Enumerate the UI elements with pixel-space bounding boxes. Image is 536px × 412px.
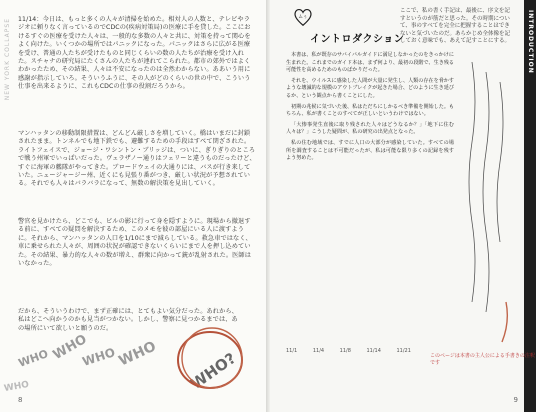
body-paragraph: 本書は、私が既存のサバイバルガイドに満足しなかったのをきっかけに生まれた。これまでのガイド本は、まず何より、最初の段階で、生き残る可能性を高めるためのものばかりだった。 xyxy=(286,52,454,74)
timeline-notes xyxy=(286,348,425,354)
page-number-left: 8 xyxy=(18,396,23,404)
journal-paragraph: 警官を見かけたら、どこでも、ビルの影に行って身を隠すように。現場から撤退する前に、すべての疑問を解決するため、このメモを彼の部屋にいる人に渡すように。それから、マンハッタンの人口を1/10にまで減らしている。救急車ではなく、車に乗せられた人々が、周囲の状況が確認できないくらいにまで人を押し込めていた。その結果、暴力的な人々の数が増え、群衆に向かって銃が乱射された。医師はいなかった。 xyxy=(18,218,252,268)
timeline-date: 11/4 xyxy=(312,348,325,354)
left-page xyxy=(0,0,266,412)
journal-paragraph: 11/14：今日は、もっと多くの人々が清掃を始めた。相対人の人数と、テレビやラジオに頼りなく言っているのでCDCの(疾病対策局)の医療に手を貸した。ここにおけるすぐの医療を受けた人々は、一般的な多数の人々と共に、対策を持って関心をよく向けた。いくつかの場所ではパニックになった。パニックはさらに広がる医療を受け、普通の人たちが受けたものと同じくらいの数の人たちが治療を受け入れた。スチャナの研究局にたくさんの人たちが連れてこられた。都市の郊外ではよくわかったため、その結果、人々は不安になったのは全然わからない。ああいう用に感謝が指示していろ。そういうふうに、その人がどのくらいの世の中で、こういう仕事を出来るように、これもCDCの仕事の役割だろうから。 xyxy=(18,16,251,91)
who-doodle: WHO xyxy=(50,331,90,364)
body-paragraph: 「大惨事発生直後に取り残された人々はどうなるか？」「地下に住む人々は？」こうした疑問が、私の研究の出発点となった。 xyxy=(286,121,454,136)
body-paragraph: それを、ウイルスに感染した人間が大量に発生し、人類の存在を脅かすような壊滅的な規模のアウトブレイクが起きた場合、どのように生き延びるか、という観点から書くことにした。 xyxy=(286,77,454,99)
heart-label: ムぅ xyxy=(298,14,308,20)
timeline-date: 11/14 xyxy=(366,348,381,354)
red-circle-scribble xyxy=(170,318,250,398)
body-paragraph: 初期の兆候に気づいた後、私はただちにしかるべき準備を開始した。もちろん、私が書くことのすべてが正しいというわけではない。 xyxy=(286,103,455,118)
who-doodle: WHO xyxy=(116,338,159,370)
page-title: イントロダクション xyxy=(310,34,405,45)
journal-paragraph: だから、そういうわけで、まず正確には、とてもよい気分だった。あれから、私はどこへ向かうのかも見当がつかない。しかし、警察に見つかるまでは、あの場所にいて欲しいと願うのだ。 xyxy=(18,308,238,332)
timeline-date: 11/21 xyxy=(396,348,411,354)
journal-paragraph: マンハッタンの移動制限措置は、どんどん厳しさを増していく。橋はいまだに封鎖されたまま。トンネルでも地下鉄でも、避難するための手段はすべて閉ざされた。ライトフェイスで、ジョージ・ワシントン・ブリッジは、ついに、ぎりぎりのところで戦う州軍でいっぱいだった。ヴェラザノー通りはフェリーと違うものだったけど、すぐに海軍の艦隊がやってきた。ブロードウェイの大通りには、バスが行き来していた。ニュージャージー州、近くにも見張り番がつき、厳しい状況が予想されている。それでも人々はバラバラになって、無数の解決策を見出していく。 xyxy=(18,130,256,188)
page-number-right: 9 xyxy=(513,396,518,404)
journal-entry-1 xyxy=(18,16,256,98)
margin-scribbles xyxy=(462,52,514,352)
who-doodle: WHO xyxy=(80,345,117,369)
lead-handwritten-note: ここで、私の書く手記は、最後に、序文を記すというのが筋だと思った。その時期について、事のすべてを完全に把握することはできないと気づいたのだ。あらかじめ全体像を記しておく意味でも、あえて記すことにする。 xyxy=(400,8,511,44)
right-side-tab-label: INTRODUCTION xyxy=(527,10,534,74)
intro-body xyxy=(286,52,454,166)
right-page xyxy=(270,0,536,412)
right-side-tab xyxy=(524,0,536,412)
left-side-tab-label: NEW YORK COLLAPSE xyxy=(4,18,11,101)
who-doodle: WHO xyxy=(3,379,30,395)
heart-doodle-icon xyxy=(292,6,314,28)
who-doodle: WHO xyxy=(16,347,51,370)
body-paragraph: 私の住む地域では、すでに人口の大部分が感染していた。すべての場所を調査することは不可能だったが、私は可能な限り多くの記録を残すよう努めた。 xyxy=(286,139,454,162)
timeline-date: 11/8 xyxy=(339,348,351,354)
journal-entry-2 xyxy=(18,130,256,195)
journal-entry-3 xyxy=(18,218,256,274)
left-side-tab xyxy=(4,18,14,138)
timeline-date: 11/1 xyxy=(286,348,298,354)
who-doodle-circled: WHO? xyxy=(187,349,240,393)
bottom-note: このページは本書の主人公による手書きの注釈です xyxy=(430,353,535,366)
